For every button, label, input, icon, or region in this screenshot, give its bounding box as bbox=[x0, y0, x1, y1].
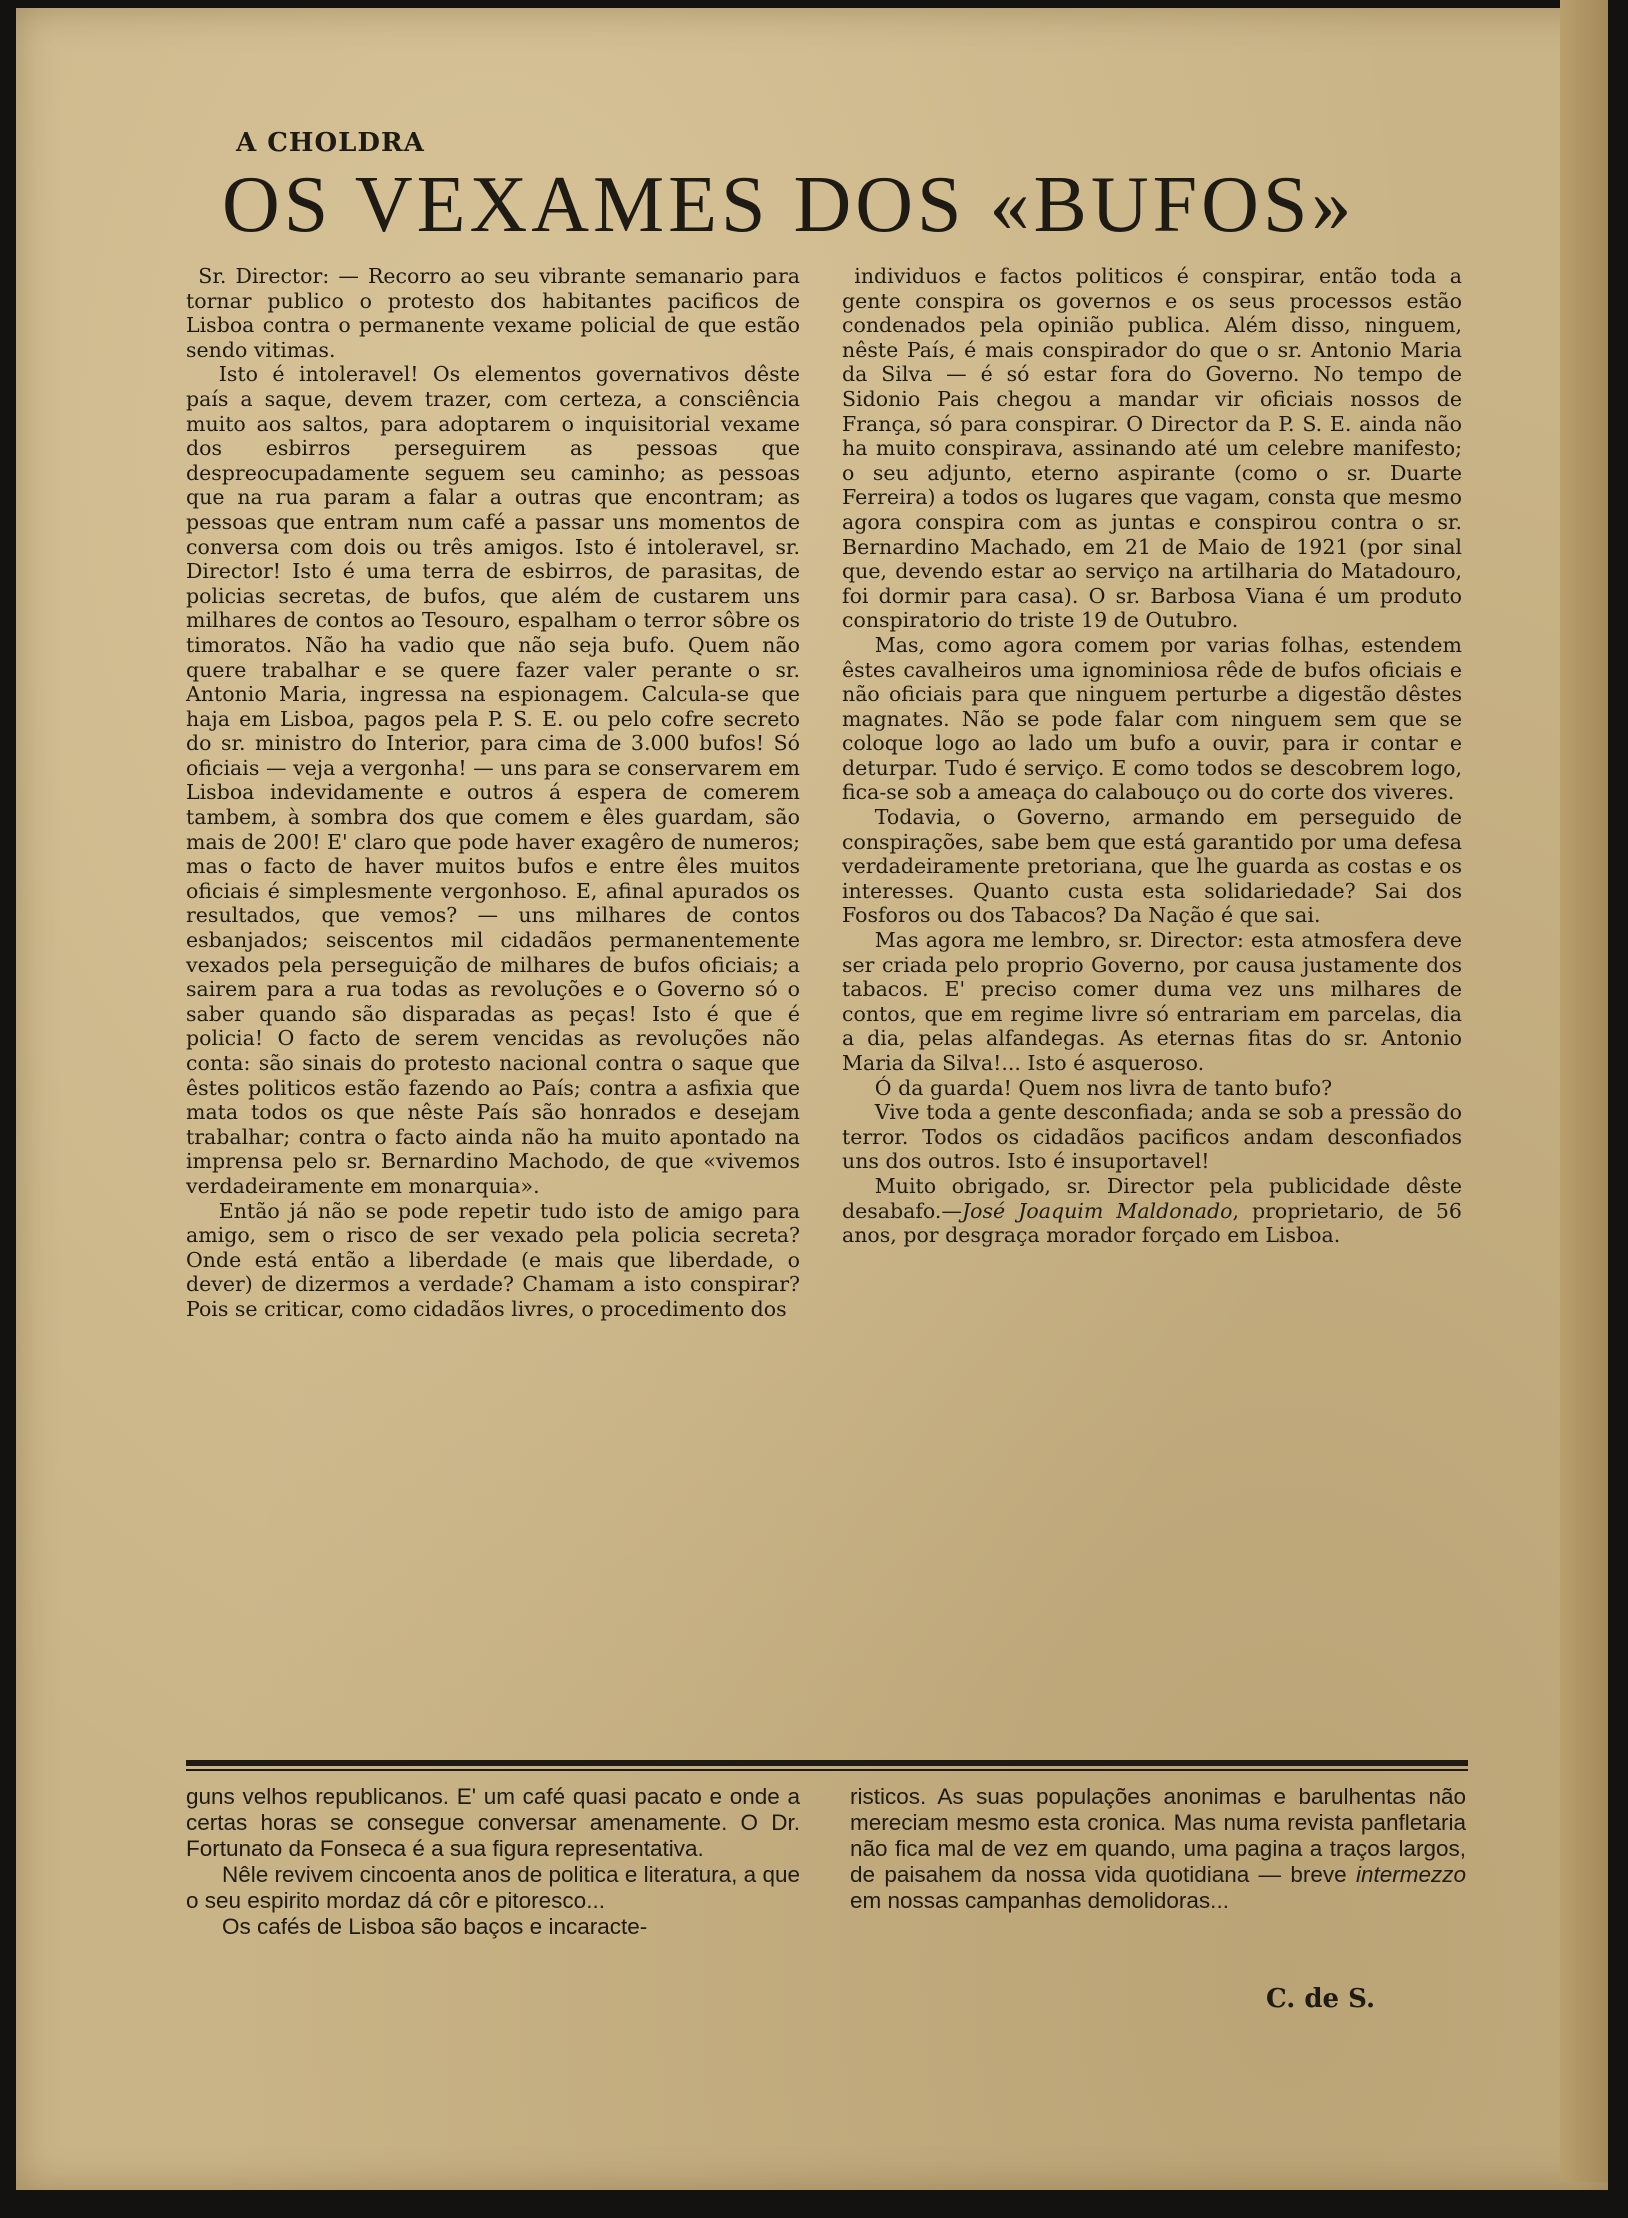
closing-tail: , proprietario, de 56 anos, por desgraça morador forçado em Lisboa. bbox=[842, 1198, 1462, 1248]
paragraph: Mas agora me lembro, sr. Director: esta atmosfera deve ser criada pelo proprio Governo, por causa justamente dos tabacos. E' preciso comer duma vez uns milhares de contos, que em regime livre só entrariam em parcelas, dia a dia, pelas alfandegas. As eternas fitas do sr. Antonio Maria da Silva!... Isto é asqueroso. bbox=[842, 928, 1462, 1075]
paragraph: Ó da guarda! Quem nos livra de tanto bufo? bbox=[874, 1075, 1333, 1100]
author-name: José Joaquim Maldonado bbox=[961, 1198, 1233, 1223]
chronicle-text-end: em nossas campanhas demolidoras... bbox=[850, 1888, 1229, 1913]
chronicle-signature: C. de S. bbox=[1266, 1984, 1376, 2014]
paragraph: Os cafés de Lisboa são baços e incaracte- bbox=[222, 1914, 648, 1939]
chronicle-column-left bbox=[186, 1784, 800, 1940]
next-page-edge bbox=[1560, 0, 1608, 2182]
paragraph bbox=[850, 1784, 1466, 1914]
paragraph: guns velhos republicanos. E' um café quasi pacato e onde a certas horas se consegue conversar amenamente. O Dr. Fortunato da Fonseca é a sua figura representativa. bbox=[186, 1784, 800, 1861]
italic-term: intermezzo bbox=[1355, 1862, 1466, 1887]
section-divider bbox=[186, 1760, 1468, 1771]
closing-paragraph bbox=[842, 1174, 1462, 1248]
paragraph: Isto é intoleravel! Os elementos governativos dêste país a saque, devem trazer, com certeza, a consciência muito aos saltos, para adoptarem o inquisitorial vexame dos esbirros perseguirem as pessoas que despreocupadamente seguem seu caminho; as pessoas que na rua param a falar a outras que encontram; as pessoas que entram num café a passar uns momentos de conversa com dois ou três amigos. Isto é intoleravel, sr. Director! Isto é uma terra de esbirros, de parasitas, de policias secretas, de bufos, que além de custarem uns milhares de contos ao Tesouro, espalham o terror sôbre os timoratos. Não ha vadio que não seja bufo. Quem não quere trabalhar e se quere fazer valer perante o sr. Antonio Maria, ingressa na espionagem. Calcula-se que haja em Lisboa, pagos pela P. S. E. ou pelo cofre secreto do sr. ministro do Interior, para cima de 3.000 bufos! Só oficiais — veja a vergonha! — uns para se conservarem em Lisboa indevidamente e outros á espera de comerem tambem, à sombra dos que comem e êles guardam, são mais de 200! E' claro que pode haver exagêro de numeros; mas o facto de haver muitos bufos e entre êles muitos oficiais é simplesmente vergonhoso. E, afinal apurados os resultados, que vemos? — uns milhares de contos esbanjados; seiscentos mil cidadãos permanentemente vexados pela perseguição de milhares de bufos oficiais; a sairem para a rua todas as revoluções e o Governo só o saber quando são disparadas as peças! Isto é que é policia! O facto de serem vencidas as revoluções não conta: são sinais do protesto nacional contra o saque que êstes politicos estão fazendo ao País; contra a asfixia que mata todos os que nêste País são honrados e desejam trabalhar; contra o facto ainda não ha muito apontado na imprensa pelo sr. Bernardino Machodo, de que «vivemos verdadeiramente em monarquia». bbox=[186, 362, 800, 1198]
divider-thick-line bbox=[186, 1760, 1468, 1766]
paragraph: individuos e factos politicos é conspirar, então toda a gente conspira os governos e os seus processos estão condenados pela opinião publica. Além disso, ninguem, nêste País, é mais conspirador do que o sr. Antonio Maria da Silva — é só estar fora do Governo. No tempo de Sidonio Pais chegou a mandar vir oficiais nossos de França, só para conspirar. O Director da P. S. E. ainda não ha muito conspirava, assinando até um celebre manifesto; o seu adjunto, eterno aspirante (como o sr. Duarte Ferreira) a todos os lugares que vagam, consta que mesmo agora conspira com as juntas e conspirou contra o sr. Bernardino Machado, em 21 de Maio de 1921 (por sinal que, devendo estar ao serviço na artilharia do Matadouro, foi dormir para casa). O sr. Barbosa Viana é um produto conspiratorio do triste 19 de Outubro. bbox=[842, 264, 1462, 633]
divider-thin-line bbox=[186, 1769, 1468, 1771]
paragraph: Nêle revivem cincoenta anos de politica e literatura, a que o seu espirito mordaz dá côr e pitoresco... bbox=[186, 1862, 800, 1913]
paragraph: Vive toda a gente desconfiada; anda se sob a pressão do terror. Todos os cidadãos pacificos andam desconfiados uns dos outros. Isto é insuportavel! bbox=[842, 1100, 1462, 1174]
chronicle-column-right bbox=[850, 1784, 1466, 1914]
chronicle-text: risticos. As suas populações anonimas e barulhentas não mereciam mesmo esta cronica. Mas numa revista panfletaria não fica mal de vez em quando, uma pagina a traços largos, de paisahem da nossa vida quotidiana — breve bbox=[850, 1784, 1466, 1887]
section-kicker: A CHOLDRA bbox=[236, 128, 425, 158]
article-column-left bbox=[186, 264, 800, 1322]
closing-text: Muito obrigado, sr. Director pela publicidade dêste desabafo.— bbox=[842, 1173, 1462, 1223]
article-column-right bbox=[842, 264, 1462, 1248]
paragraph: Mas, como agora comem por varias folhas, estendem êstes cavalheiros uma ignominiosa rêde de bufos oficiais e não oficiais para que ninguem perturbe a digestão dêstes magnates. Não se pode falar com ninguem sem que se coloque logo ao lado um bufo a ouvir, para ir contar e deturpar. Tudo é serviço. E como todos se descobrem logo, fica-se sob a ameaça do calabouço ou do corte dos viveres. bbox=[842, 632, 1462, 805]
paragraph: Sr. Director: — Recorro ao seu vibrante semanario para tornar publico o protesto dos habitantes pacificos de Lisboa contra o permanente vexame policial de que estão sendo vitimas. bbox=[186, 264, 800, 362]
paragraph: Todavia, o Governo, armando em perseguido de conspirações, sabe bem que está garantido por uma defesa verdadeiramente pretoriana, que lhe guarda as costas e os interesses. Quanto custa esta solidariedade? Sai dos Fosforos ou dos Tabacos? Da Nação é que sai. bbox=[842, 805, 1462, 928]
article-headline: OS VEXAMES DOS «BUFOS» bbox=[222, 161, 1356, 249]
paragraph: Então já não se pode repetir tudo isto de amigo para amigo, sem o risco de ser vexado pela policia secreta? Onde está então a liberdade (e mais que liberdade, o dever) de dizermos a verdade? Chamam a isto conspirar? Pois se criticar, como cidadãos livres, o procedimento dos bbox=[186, 1198, 800, 1321]
